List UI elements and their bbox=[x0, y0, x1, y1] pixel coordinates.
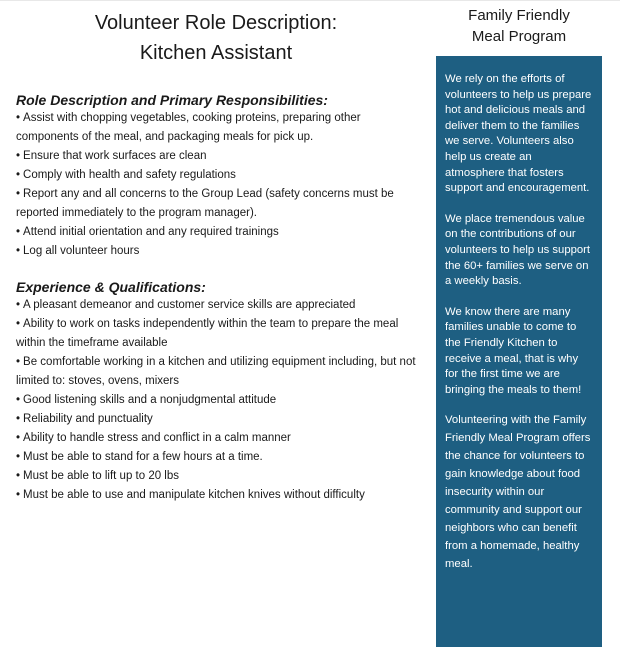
document-title-line-2: Kitchen Assistant bbox=[139, 42, 293, 64]
responsibilities-list bbox=[16, 109, 416, 261]
bullet-icon: • bbox=[16, 188, 21, 200]
list-item bbox=[16, 486, 416, 505]
list-item-text: Attend initial orientation and any required trainings bbox=[23, 226, 279, 238]
list-item-text: Be comfortable working in a kitchen and utilizing equipment including, but not limited to: stoves, ovens, mixers bbox=[16, 356, 416, 387]
list-item bbox=[16, 166, 416, 185]
list-item bbox=[16, 315, 416, 353]
list-item-text: Reliability and punctuality bbox=[23, 413, 153, 425]
bullet-icon: • bbox=[16, 489, 21, 501]
list-item-text: Comply with health and safety regulations bbox=[23, 169, 236, 181]
list-item bbox=[16, 147, 416, 166]
responsibilities-heading: Role Description and Primary Responsibilities: bbox=[16, 92, 328, 108]
bullet-icon: • bbox=[16, 356, 21, 368]
document-title-line-1: Volunteer Role Description: bbox=[94, 12, 338, 34]
bullet-icon: • bbox=[16, 432, 21, 444]
list-item bbox=[16, 242, 416, 261]
list-item-text: Good listening skills and a nonjudgmental attitude bbox=[23, 394, 277, 406]
bullet-icon: • bbox=[16, 150, 21, 162]
qualifications-heading: Experience & Qualifications: bbox=[16, 279, 206, 295]
list-item bbox=[16, 391, 416, 410]
bullet-icon: • bbox=[16, 169, 21, 181]
list-item bbox=[16, 109, 416, 147]
sidebar-paragraph: We know there are many families unable to come to the Friendly Kitchen to receive a meal, that is why for the first time we are bringing the meals to them! bbox=[445, 305, 582, 396]
sidebar-title-line-2: Meal Program bbox=[471, 28, 567, 45]
bullet-icon: • bbox=[16, 226, 21, 238]
bullet-icon: • bbox=[16, 112, 21, 124]
bullet-icon: • bbox=[16, 245, 21, 257]
bullet-icon: • bbox=[16, 394, 21, 406]
list-item-text: Must be able to stand for a few hours at a time. bbox=[23, 451, 263, 463]
list-item bbox=[16, 296, 416, 315]
list-item-text: Ensure that work surfaces are clean bbox=[23, 150, 207, 162]
bullet-icon: • bbox=[16, 451, 21, 463]
list-item bbox=[16, 353, 416, 391]
list-item bbox=[16, 429, 416, 448]
list-item-text: Log all volunteer hours bbox=[23, 245, 140, 257]
list-item bbox=[16, 467, 416, 486]
sidebar-paragraph: We place tremendous value on the contributions of our volunteers to help us support the 60+ families we serve on a weekly basis. bbox=[445, 212, 591, 288]
list-item bbox=[16, 185, 416, 223]
bullet-icon: • bbox=[16, 299, 21, 311]
document-title bbox=[16, 8, 416, 68]
sidebar-title-line-1: Family Friendly bbox=[468, 7, 570, 24]
sidebar-title bbox=[436, 5, 602, 47]
list-item-text: Ability to work on tasks independently within the team to prepare the meal within the timeframe available bbox=[16, 318, 399, 349]
qualifications-list bbox=[16, 296, 416, 505]
list-item-text: Assist with chopping vegetables, cooking proteins, preparing other components of the meal, and packaging meals for pick up. bbox=[16, 112, 361, 143]
sidebar-paragraph: We rely on the efforts of volunteers to help us prepare hot and delicious meals and deliver them to the families we serve. Volunteers also help us create an atmosphere that fosters support and encouragement. bbox=[445, 73, 592, 195]
sidebar bbox=[436, 0, 602, 571]
main-content bbox=[16, 8, 416, 505]
list-item-text: A pleasant demeanor and customer service skills are appreciated bbox=[23, 299, 356, 311]
list-item-text: Report any and all concerns to the Group Lead (safety concerns must be reported immediately to the program manager). bbox=[16, 188, 394, 219]
list-item bbox=[16, 223, 416, 242]
list-item-text: Ability to handle stress and conflict in a calm manner bbox=[23, 432, 291, 444]
list-item-text: Must be able to use and manipulate kitchen knives without difficulty bbox=[23, 489, 365, 501]
list-item bbox=[16, 448, 416, 467]
list-item bbox=[16, 410, 416, 429]
bullet-icon: • bbox=[16, 413, 21, 425]
bullet-icon: • bbox=[16, 318, 21, 330]
list-item-text: Must be able to lift up to 20 lbs bbox=[23, 470, 180, 482]
sidebar-info-box bbox=[436, 56, 602, 647]
bullet-icon: • bbox=[16, 470, 21, 482]
sidebar-paragraph: Volunteering with the Family Friendly Meal Program offers the chance for volunteers to gain knowledge about food insecurity within our community and support our neighbors who can benefit from a homemade, healthy meal. bbox=[445, 414, 591, 571]
